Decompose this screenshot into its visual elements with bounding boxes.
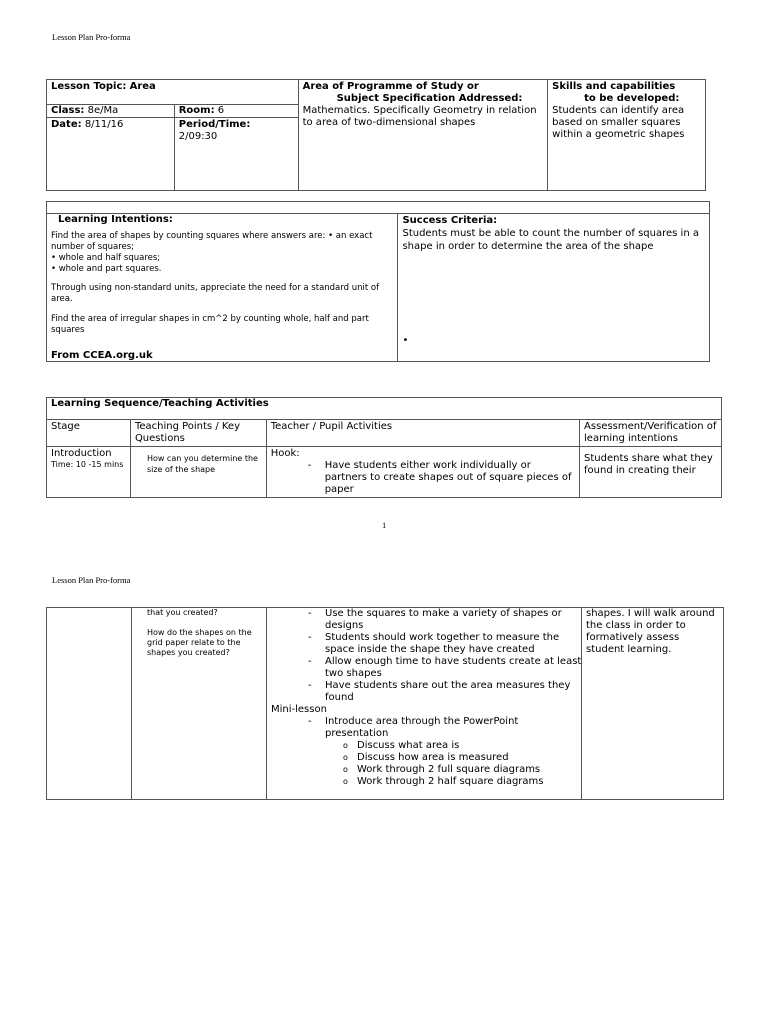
activities-cell (266, 447, 579, 498)
activity-text: Have students share out the area measures they found (325, 680, 571, 703)
sub-item-text: Discuss what area is (357, 740, 460, 751)
class-cell (47, 105, 175, 118)
programme-heading-1: Area of Programme of Study or (302, 81, 479, 92)
class-value: 8e/Ma (87, 105, 119, 116)
success-criteria-text: Students must be able to count the number of squares in a shape in order to determine the area of the shape (402, 228, 699, 252)
circle-bullet: o (343, 741, 348, 750)
success-criteria-heading: Success Criteria: (402, 215, 498, 226)
skills-cell (548, 80, 706, 191)
sub-item-text: Work through 2 full square diagrams (357, 764, 541, 775)
activity-text: Students should work together to measure the space inside the shape they have created (325, 632, 560, 655)
sub-item (271, 752, 583, 764)
col-stage-header: Stage (47, 420, 131, 447)
hook-label: Hook: (270, 448, 300, 459)
intentions-table (46, 213, 710, 362)
lesson-topic-cell (47, 80, 299, 105)
page-number: 1 (382, 520, 387, 530)
assessment-column: shapes. I will walk around the class in order to formatively assess student learning. (586, 608, 715, 655)
dash-bullet: - (308, 608, 312, 619)
intention-line-3: • whole and part squares. (51, 264, 162, 274)
page-header-2: Lesson Plan Pro-forma (52, 575, 131, 585)
activity-item (271, 656, 583, 680)
page-header: Lesson Plan Pro-forma (52, 32, 131, 42)
success-bullet: • (402, 335, 409, 346)
col-points-header: Teaching Points / Key Questions (130, 420, 266, 447)
activity-item (271, 632, 583, 656)
circle-bullet: o (343, 753, 348, 762)
dash-bullet: - (308, 656, 312, 667)
programme-cell (298, 80, 548, 191)
intention-line-4: Through using non-standard units, appreciate the need for a standard unit of area. (51, 283, 380, 304)
sub-item (271, 776, 583, 788)
room-cell (174, 105, 298, 118)
mini-lesson-label: Mini-lesson (271, 704, 327, 715)
dash-bullet: - (308, 680, 312, 691)
stage-cell (47, 447, 131, 498)
skills-heading-1: Skills and capabilities (552, 81, 676, 92)
sequence-table-continued (46, 607, 724, 800)
intention-line-5: Find the area of irregular shapes in cm^2 by counting whole, half and part squares (51, 314, 369, 335)
dash-bullet: - (308, 716, 312, 727)
period-cell (174, 118, 298, 191)
assessment-cell: Students share what they found in creating their (580, 447, 722, 498)
sequence-title: Learning Sequence/Teaching Activities (47, 398, 722, 420)
date-cell (47, 118, 175, 191)
learning-intentions-heading: Learning Intentions: (58, 214, 173, 225)
points-text-1: that you created? (147, 608, 218, 617)
programme-heading-2: Subject Specification Addressed: (336, 93, 523, 104)
points-column (147, 608, 263, 658)
circle-bullet: o (343, 777, 348, 786)
learning-intentions-cell (47, 214, 398, 362)
intention-line-1: Find the area of shapes by counting squares where answers are: • an exact number of squares; (51, 231, 373, 252)
lesson-topic-value: Area (129, 81, 156, 92)
activities-column (267, 608, 583, 788)
room-label: Room: (178, 105, 215, 116)
room-value: 6 (217, 105, 225, 116)
activity-item (271, 680, 583, 704)
circle-bullet: o (343, 765, 348, 774)
programme-text: Mathematics. Specifically Geometry in relation to area of two-dimensional shapes (302, 105, 537, 128)
sub-item (271, 740, 583, 752)
activity-text: Allow enough time to have students create at least two shapes (325, 656, 582, 679)
class-label: Class: (51, 105, 85, 116)
lesson-topic-label: Lesson Topic: (51, 81, 127, 92)
skills-heading-2: to be developed: (584, 93, 680, 104)
success-criteria-cell (398, 214, 710, 362)
date-value: 8/11/16 (84, 119, 124, 130)
dash-bullet: - (308, 632, 312, 643)
activity-item (271, 608, 583, 632)
sub-item-text: Discuss how area is measured (357, 752, 509, 763)
period-value: 2/09:30 (178, 131, 218, 142)
col-assessment-header: Assessment/Verification of learning intentions (580, 420, 722, 447)
date-label: Date: (51, 119, 82, 130)
dash-bullet: - (307, 460, 312, 471)
intention-line-2: • whole and half squares; (51, 253, 161, 263)
lesson-info-table (46, 79, 706, 191)
activity-text: Introduce area through the PowerPoint presentation (325, 716, 519, 739)
source-text: From CCEA.org.uk (51, 350, 153, 361)
stage-name: Introduction (51, 448, 112, 459)
activity-item (271, 460, 575, 496)
skills-text: Students can identify area based on smaller squares within a geometric shapes (552, 105, 685, 140)
stage-time: Time: 10 -15 mins (51, 460, 124, 469)
sub-item (271, 764, 583, 776)
column-divider (131, 608, 132, 799)
period-label: Period/Time: (178, 119, 251, 130)
points-text-2: How do the shapes on the grid paper relate to the shapes you created? (147, 628, 252, 657)
sub-item-text: Work through 2 half square diagrams (357, 776, 544, 787)
col-activities-header: Teacher / Pupil Activities (266, 420, 579, 447)
activity-text: Have students either work individually or partners to create shapes out of square pieces of paper (324, 460, 572, 495)
sequence-table (46, 397, 722, 498)
activity-item (271, 716, 583, 740)
activity-text: Use the squares to make a variety of shapes or designs (325, 608, 562, 631)
points-cell: How can you determine the size of the shape (130, 447, 266, 498)
